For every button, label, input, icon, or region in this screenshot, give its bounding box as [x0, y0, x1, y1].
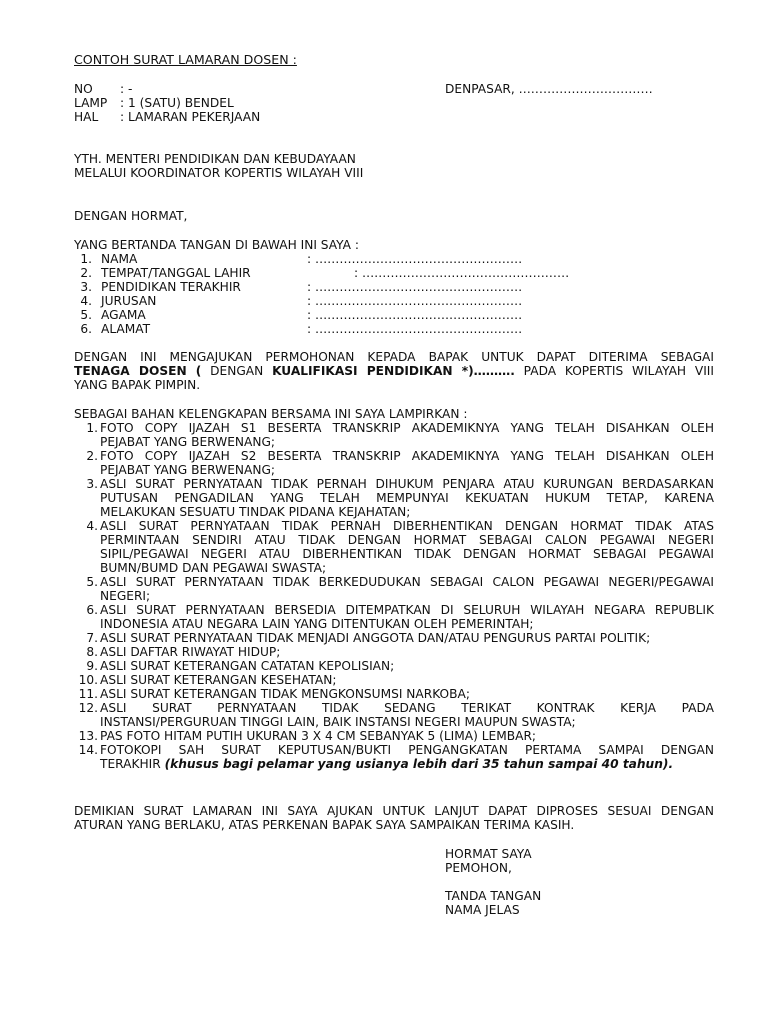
identity-label: ALAMAT: [101, 322, 151, 336]
identity-value: : ……………………………………………: [307, 280, 523, 294]
attachment-text: FOTO COPY IJAZAH S1 BESERTA TRANSKRIP AKADEMIKNYA YANG TELAH DISAHKAN OLEH: [100, 421, 714, 435]
identity-number: 3.: [80, 280, 92, 294]
application-line-1: DENGAN INI MENGAJUKAN PERMOHONAN KEPADA BAPAK UNTUK DAPAT DITERIMA SEBAGAI: [74, 350, 714, 364]
application-mid: DENGAN: [201, 364, 273, 378]
attachment-number: 14.: [78, 743, 98, 757]
attachment-text: FOTO COPY IJAZAH S2 BESERTA TRANSKRIP AKADEMIKNYA YANG TELAH DISAHKAN OLEH: [100, 449, 714, 463]
attachment-number: 9.: [86, 659, 98, 673]
attachment-number: 3.: [86, 477, 98, 491]
attachment-line: [74, 421, 714, 435]
identity-number: 4.: [80, 294, 92, 308]
attachment-text: ASLI SURAT PERNYATAAN BERSEDIA DITEMPATKAN DI SELURUH WILAYAH NEGARA REPUBLIK: [100, 603, 714, 617]
attachment-text: PEJABAT YANG BERWENANG;: [100, 463, 276, 477]
identity-label: TEMPAT/TANGGAL LAHIR: [101, 266, 251, 280]
attachment-text: MELAKUKAN SESUATU TINDAK PIDANA KEJAHATAN;: [100, 505, 411, 519]
attachment-line: [74, 547, 714, 561]
attachments-list: [74, 421, 714, 771]
attachment-line: [74, 491, 714, 505]
attachment-line: [74, 463, 714, 477]
attachment-text: INSTANSI/PERGURUAN TINGGI LAIN, BAIK INSTANSI NEGERI MAUPUN SWASTA;: [100, 715, 576, 729]
attachment-text: FOTOKOPI SAH SURAT KEPUTUSAN/BUKTI PENGANGKATAN PERTAMA SAMPAI DENGAN: [100, 743, 714, 757]
document-title: CONTOH SURAT LAMARAN DOSEN :: [74, 52, 297, 67]
attachment-text: ASLI SURAT KETERANGAN TIDAK MENGKONSUMSI NARKOBA;: [100, 687, 470, 701]
identity-value: : ……………………………………………: [307, 252, 523, 266]
attachment-line: [74, 715, 714, 729]
attachment-text: ASLI SURAT PERNYATAAN TIDAK BERKEDUDUKAN SEBAGAI CALON PEGAWAI NEGERI/PEGAWAI: [100, 575, 714, 589]
attachment-line: [74, 673, 714, 687]
attachment-line: [74, 659, 714, 673]
attachment-line: [74, 757, 714, 771]
attachment-line: [74, 519, 714, 533]
attachment-text: ASLI SURAT PERNYATAAN TIDAK MENJADI ANGGOTA DAN/ATAU PENGURUS PARTAI POLITIK;: [100, 631, 651, 645]
hal-value: : LAMARAN PEKERJAAN: [120, 110, 261, 124]
greeting: DENGAN HORMAT,: [74, 209, 188, 223]
attachment-text: SIPIL/PEGAWAI NEGERI ATAU DIBERHENTIKAN TIDAK DENGAN HORMAT SEBAGAI PEGAWAI: [100, 547, 714, 561]
identity-value: : ……………………………………………: [354, 266, 570, 280]
attachment-text: PUTUSAN PENGADILAN YANG TELAH MEMPUNYAI KEKUATAN HUKUM TETAP, KARENA: [100, 491, 714, 505]
attachment-text: PERMINTAAN SENDIRI ATAU TIDAK DENGAN HORMAT SEBAGAI CALON PEGAWAI NEGERI: [100, 533, 714, 547]
signature-applicant: PEMOHON,: [445, 861, 512, 875]
attachment-line: [74, 589, 714, 603]
attachment-number: 13.: [78, 729, 98, 743]
attachment-line: [74, 617, 714, 631]
identity-number: 1.: [80, 252, 92, 266]
attachment-line: [74, 687, 714, 701]
attachment-line: [74, 449, 714, 463]
attachment-line: [74, 701, 714, 715]
identity-value: : ……………………………………………: [307, 322, 523, 336]
application-bold-2: KUALIFIKASI PENDIDIKAN *)……….: [272, 364, 515, 378]
application-end: PADA KOPERTIS WILAYAH VIII: [514, 364, 714, 378]
attachment-text: ASLI SURAT PERNYATAAN TIDAK PERNAH DIHUKUM PENJARA ATAU KURUNGAN BERDASARKAN: [100, 477, 714, 491]
attachment-line: [74, 477, 714, 491]
attachment-text: ASLI SURAT KETERANGAN KESEHATAN;: [100, 673, 337, 687]
lamp-value: : 1 (SATU) BENDEL: [120, 96, 234, 110]
attachment-line: [74, 435, 714, 449]
attachment-line: [74, 729, 714, 743]
attachment-number: 1.: [86, 421, 98, 435]
closing-line-2: ATURAN YANG BERLAKU, ATAS PERKENAN BAPAK SAYA SAMPAIKAN TERIMA KASIH.: [74, 818, 575, 832]
identity-number: 5.: [80, 308, 92, 322]
attachment-text: PAS FOTO HITAM PUTIH UKURAN 3 X 4 CM SEBANYAK 5 (LIMA) LEMBAR;: [100, 729, 537, 743]
identity-label: AGAMA: [101, 308, 146, 322]
identity-value: : ……………………………………………: [307, 308, 523, 322]
signature-regards: HORMAT SAYA: [445, 847, 532, 861]
attachment-number: 2.: [86, 449, 98, 463]
attachment-line: [74, 575, 714, 589]
hal-label: HAL: [74, 110, 99, 124]
attachment-text: BUMN/BUMD DAN PEGAWAI SWASTA;: [100, 561, 327, 575]
no-value: : -: [120, 82, 133, 96]
application-line-3: YANG BAPAK PIMPIN.: [74, 378, 201, 392]
addressee-line-2: MELALUI KOORDINATOR KOPERTIS WILAYAH VIII: [74, 166, 364, 180]
attachment-text-plain: TERAKHIR: [100, 757, 165, 771]
attachment-text: NEGERI;: [100, 589, 151, 603]
attachment-number: 6.: [86, 603, 98, 617]
attachment-note: (khusus bagi pelamar yang usianya lebih dari 35 tahun sampai 40 tahun).: [164, 757, 674, 771]
identity-label: JURUSAN: [101, 294, 157, 308]
attachment-text: ASLI SURAT PERNYATAAN TIDAK PERNAH DIBERHENTIKAN DENGAN HORMAT TIDAK ATAS: [100, 519, 714, 533]
attachment-text: ASLI SURAT KETERANGAN CATATAN KEPOLISIAN;: [100, 659, 395, 673]
identity-label: NAMA: [101, 252, 138, 266]
identity-value: : ……………………………………………: [307, 294, 523, 308]
attachment-number: 5.: [86, 575, 98, 589]
attachment-number: 4.: [86, 519, 98, 533]
identity-number: 2.: [80, 266, 92, 280]
attachment-line: [74, 631, 714, 645]
closing-line-1: DEMIKIAN SURAT LAMARAN INI SAYA AJUKAN UNTUK LANJUT DAPAT DIPROSES SESUAI DENGAN: [74, 804, 714, 818]
no-label: NO: [74, 82, 93, 96]
attachment-number: 8.: [86, 645, 98, 659]
application-line-2: [74, 364, 714, 378]
attachment-number: 12.: [78, 701, 98, 715]
attachment-number: 11.: [78, 687, 98, 701]
attachment-number: 7.: [86, 631, 98, 645]
attachment-text: INDONESIA ATAU NEGARA LAIN YANG DITENTUKAN OLEH PEMERINTAH;: [100, 617, 534, 631]
identity-intro: YANG BERTANDA TANGAN DI BAWAH INI SAYA :: [74, 238, 359, 252]
place-date: DENPASAR, ……………………………: [445, 82, 653, 96]
attachment-line: [74, 743, 714, 757]
identity-label: PENDIDIKAN TERAKHIR: [101, 280, 241, 294]
attachment-line: [74, 533, 714, 547]
attachment-text: ASLI DAFTAR RIWAYAT HIDUP;: [100, 645, 281, 659]
attachment-text: PEJABAT YANG BERWENANG;: [100, 435, 276, 449]
addressee-line-1: YTH. MENTERI PENDIDIKAN DAN KEBUDAYAAN: [74, 152, 356, 166]
attachments-intro: SEBAGAI BAHAN KELENGKAPAN BERSAMA INI SAYA LAMPIRKAN :: [74, 407, 468, 421]
attachment-number: 10.: [78, 673, 98, 687]
attachment-text: ASLI SURAT PERNYATAAN TIDAK SEDANG TERIKAT KONTRAK KERJA PADA: [100, 701, 714, 715]
attachment-line: [74, 645, 714, 659]
identity-number: 6.: [80, 322, 92, 336]
attachment-text: [100, 757, 714, 771]
attachment-line: [74, 603, 714, 617]
application-bold-1: TENAGA DOSEN (: [74, 364, 202, 378]
attachment-line: [74, 505, 714, 519]
signature-sign: TANDA TANGAN: [445, 889, 542, 903]
lamp-label: LAMP: [74, 96, 108, 110]
signature-name: NAMA JELAS: [445, 903, 520, 917]
attachment-line: [74, 561, 714, 575]
